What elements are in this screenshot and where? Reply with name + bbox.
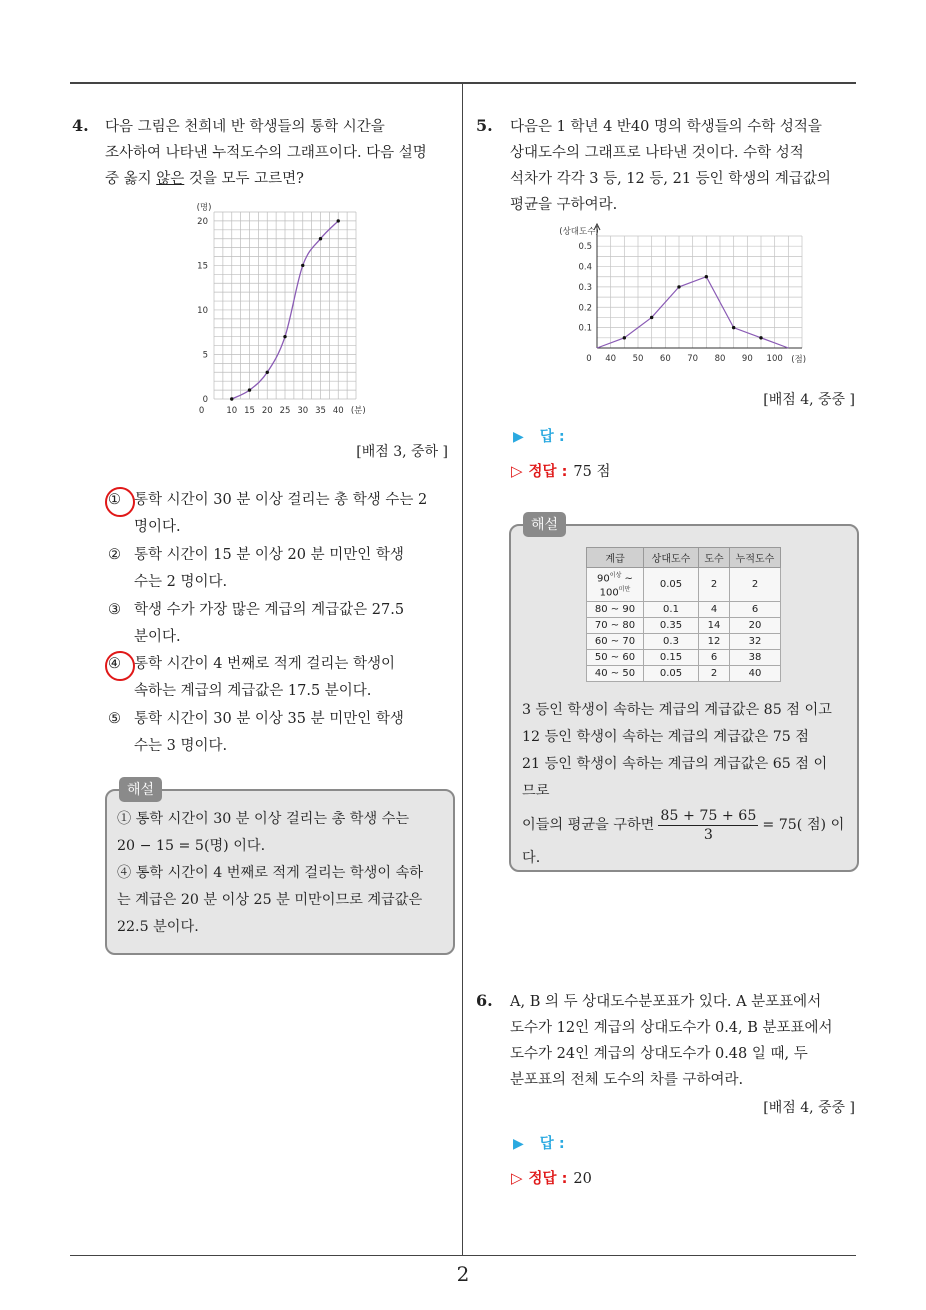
x-tick-label: 50 — [632, 354, 644, 364]
x-tick-label: 15 — [244, 406, 255, 416]
x-tick-label: 30 — [297, 406, 309, 416]
table-cell: 6 — [699, 649, 730, 665]
data-point — [301, 264, 304, 267]
y-axis-label: (상대도수) — [559, 227, 599, 237]
explanation-text-q4 — [117, 806, 445, 941]
question-6-text — [510, 989, 855, 1093]
correct-value: 20 — [573, 1171, 592, 1187]
class-start: 90 — [597, 573, 610, 585]
question-6-line: 분포표의 전체 도수의 차를 구하여라. — [510, 1072, 744, 1088]
frequency-table-wrap — [586, 547, 781, 682]
question-6-score: [배점 4, 중중 ] — [763, 1100, 855, 1116]
option-text: 통학 시간이 30 분 이상 35 분 미만인 학생 — [134, 711, 404, 727]
explanation-line: 3 등인 학생이 속하는 계급의 계급값은 85 점 이고 — [522, 702, 832, 718]
correct-answer-q6 — [511, 1167, 592, 1188]
frequency-table — [586, 547, 781, 682]
class-end: 100 — [599, 587, 619, 599]
correct-answer-q5 — [511, 460, 611, 481]
explanation-tab: 해설 — [119, 777, 162, 802]
explanation-line: 므로 — [522, 783, 550, 799]
bottom-rule — [70, 1255, 856, 1256]
table-header: 누적도수 — [730, 548, 781, 568]
explanation-text-part: = 75( 점) 이 — [762, 817, 845, 833]
y-axis-label: (명) — [196, 203, 212, 213]
question-4-number: 4. — [72, 116, 89, 135]
question-4-score: [배점 3, 중하 ] — [356, 444, 448, 460]
option-2 — [108, 542, 453, 596]
explanation-line: 20 − 15 = 5(명) 이다. — [117, 838, 266, 854]
option-marker: ① — [108, 492, 121, 508]
data-point — [266, 371, 269, 374]
table-cell: 50 ~ 60 — [587, 649, 644, 665]
outline-triangle-icon: ▷ — [511, 1169, 523, 1187]
y-tick-label: 0.2 — [578, 303, 592, 314]
data-point — [230, 397, 233, 400]
fraction — [658, 807, 758, 844]
data-point — [283, 335, 286, 338]
sup-label: 미만 — [618, 586, 631, 594]
explanation-text-q5 — [522, 697, 848, 872]
option-1 — [108, 487, 453, 541]
x-tick-label: 10 — [226, 406, 238, 416]
option-marker: ⑤ — [108, 711, 121, 727]
question-4-line: 다음 그림은 천희네 반 학생들의 통학 시간을 — [105, 119, 385, 135]
question-5-line: 평균을 구하여라. — [510, 197, 618, 213]
option-text: 분이다. — [134, 629, 181, 645]
explanation-line: ① 통학 시간이 30 분 이상 걸리는 총 학생 수는 — [117, 811, 410, 827]
relative-frequency-chart — [545, 222, 815, 367]
table-cell: 38 — [730, 649, 781, 665]
question-5-line: 석차가 각각 3 등, 12 등, 21 등인 학생의 계급값의 — [510, 171, 831, 187]
table-row — [587, 601, 781, 617]
outline-triangle-icon: ▷ — [511, 462, 523, 480]
question-6-line: 도수가 12인 계급의 상대도수가 0.4, B 분포표에서 — [510, 1020, 833, 1036]
x-tick-label: 40 — [605, 354, 617, 364]
x-tick-label: 90 — [741, 354, 753, 364]
data-point — [623, 336, 626, 339]
underlined-word: 않은 — [156, 171, 185, 187]
option-text: 수는 2 명이다. — [134, 574, 228, 590]
question-5-line: 다음은 1 학년 4 반40 명의 학생들의 수학 성적을 — [510, 119, 822, 135]
table-cell: 20 — [730, 617, 781, 633]
explanation-line: 22.5 분이다. — [117, 919, 199, 935]
y-tick-label: 0.4 — [578, 262, 592, 273]
option-text: 명이다. — [134, 519, 181, 535]
data-point — [337, 219, 340, 222]
data-point — [705, 275, 708, 278]
table-row — [587, 665, 781, 681]
table-row — [587, 568, 781, 602]
correct-label: 정답 : — [528, 464, 568, 480]
correct-label: 정답 : — [528, 1171, 568, 1187]
question-4-text-part: 중 옳지 — [105, 171, 157, 187]
option-text: 통학 시간이 30 분 이상 걸리는 총 학생 수는 2 — [134, 492, 428, 508]
table-cell: 6 — [730, 601, 781, 617]
table-row — [587, 649, 781, 665]
data-point — [319, 237, 322, 240]
option-text: 통학 시간이 15 분 이상 20 분 미만인 학생 — [134, 547, 404, 563]
question-4-text — [105, 114, 455, 192]
page-number: 2 — [456, 1262, 470, 1286]
table-cell: 0.3 — [644, 633, 699, 649]
explanation-line: ④ 통학 시간이 4 번째로 적게 걸리는 학생이 속하 — [117, 865, 423, 881]
y-tick-label: 0.1 — [578, 323, 592, 334]
y-tick-label: 0 — [202, 395, 208, 405]
x-tick-label: 40 — [332, 406, 344, 416]
column-divider — [462, 84, 463, 1256]
play-arrow-icon: ▶ — [513, 429, 524, 445]
y-tick-label: 20 — [197, 216, 208, 227]
table-cell: 32 — [730, 633, 781, 649]
range-sep: ~ — [621, 573, 633, 585]
table-cell: 0.05 — [644, 665, 699, 681]
question-6-line: 도수가 24인 계급의 상대도수가 0.48 일 때, 두 — [510, 1046, 808, 1062]
table-cell: 40 — [730, 665, 781, 681]
fraction-numerator: 85 + 75 + 65 — [660, 807, 757, 824]
x-tick-label: 100 — [766, 354, 783, 364]
data-point — [677, 285, 680, 288]
question-6-number: 6. — [476, 991, 493, 1010]
table-cell: 2 — [730, 568, 781, 602]
explanation-line: 21 등인 학생이 속하는 계급의 계급값은 65 점 이 — [522, 756, 828, 772]
question-5-line: 상대도수의 그래프로 나타낸 것이다. 수학 성적 — [510, 145, 804, 161]
cumulative-frequency-chart — [182, 200, 372, 418]
table-cell: 4 — [699, 601, 730, 617]
table-cell — [587, 568, 644, 602]
question-5-number: 5. — [476, 116, 493, 135]
table-cell: 12 — [699, 633, 730, 649]
table-cell: 2 — [699, 568, 730, 602]
table-header-row — [587, 548, 781, 568]
y-tick-label: 10 — [197, 305, 208, 316]
explanation-tab: 해설 — [523, 512, 566, 537]
explanation-line: 다. — [522, 850, 541, 866]
x-axis-label: (점) — [791, 355, 807, 365]
table-cell: 60 ~ 70 — [587, 633, 644, 649]
table-cell: 0.05 — [644, 568, 699, 602]
data-point — [759, 336, 762, 339]
answer-line-q5[interactable] — [513, 425, 565, 446]
table-cell: 70 ~ 80 — [587, 617, 644, 633]
sup-label: 이상 — [609, 572, 622, 579]
x-axis-label: (분) — [350, 406, 366, 416]
option-text: 학생 수가 가장 많은 계급의 계급값은 27.5 — [134, 602, 405, 618]
option-marker: ② — [108, 547, 121, 563]
explanation-line: 12 등인 학생이 속하는 계급의 계급값은 75 점 — [522, 729, 809, 745]
table-header: 도수 — [699, 548, 730, 568]
play-arrow-icon: ▶ — [513, 1136, 524, 1152]
x-tick-label: 0 — [586, 354, 592, 364]
explanation-text-part: 이들의 평균을 구하면 — [522, 817, 655, 833]
table-row — [587, 617, 781, 633]
y-tick-label: 5 — [202, 350, 208, 361]
option-3 — [108, 597, 453, 651]
data-point — [732, 326, 735, 329]
y-tick-label: 0.5 — [578, 242, 592, 253]
y-tick-label: 15 — [197, 261, 208, 272]
option-text: 통학 시간이 4 번째로 적게 걸리는 학생이 — [134, 656, 395, 672]
answer-label: 답 : — [539, 1136, 565, 1152]
question-6-line: A, B 의 두 상대도수분포표가 있다. A 분포표에서 — [510, 994, 822, 1010]
question-5-text — [510, 114, 855, 218]
fraction-denominator: 3 — [703, 826, 713, 843]
top-rule — [70, 82, 856, 84]
table-cell: 14 — [699, 617, 730, 633]
y-tick-label: 0.3 — [578, 282, 592, 293]
x-tick-label: 20 — [261, 406, 273, 416]
option-5 — [108, 706, 453, 760]
x-tick-label: 60 — [659, 354, 671, 364]
data-point — [650, 316, 653, 319]
explanation-line: 는 계급은 20 분 이상 25 분 미만이므로 계급값은 — [117, 892, 423, 908]
table-cell: 0.35 — [644, 617, 699, 633]
option-text: 수는 3 명이다. — [134, 738, 228, 754]
option-marker: ④ — [108, 656, 121, 672]
table-cell: 0.1 — [644, 601, 699, 617]
option-4 — [108, 651, 453, 705]
table-cell: 2 — [699, 665, 730, 681]
question-4-line — [105, 166, 455, 192]
x-tick-label: 0 — [198, 406, 205, 416]
x-tick-label: 25 — [279, 406, 291, 416]
table-header: 계급 — [587, 548, 644, 568]
answer-label: 답 : — [539, 429, 565, 445]
explanation-line — [522, 805, 848, 845]
option-text: 속하는 계급의 계급값은 17.5 분이다. — [134, 683, 372, 699]
data-point — [248, 388, 251, 391]
question-4-text-part: 것을 모두 고르면? — [184, 171, 304, 187]
option-marker: ③ — [108, 602, 121, 618]
x-tick-label: 80 — [714, 354, 726, 364]
question-4-line: 조사하여 나타낸 누적도수의 그래프이다. 다음 설명 — [105, 145, 427, 161]
table-row — [587, 633, 781, 649]
correct-value: 75 점 — [573, 464, 611, 480]
table-header: 상대도수 — [644, 548, 699, 568]
question-5-score: [배점 4, 중중 ] — [763, 392, 855, 408]
x-tick-label: 70 — [687, 354, 699, 364]
table-cell: 80 ~ 90 — [587, 601, 644, 617]
table-cell: 0.15 — [644, 649, 699, 665]
table-cell: 40 ~ 50 — [587, 665, 644, 681]
x-tick-label: 35 — [315, 406, 326, 416]
answer-line-q6[interactable] — [513, 1132, 565, 1153]
